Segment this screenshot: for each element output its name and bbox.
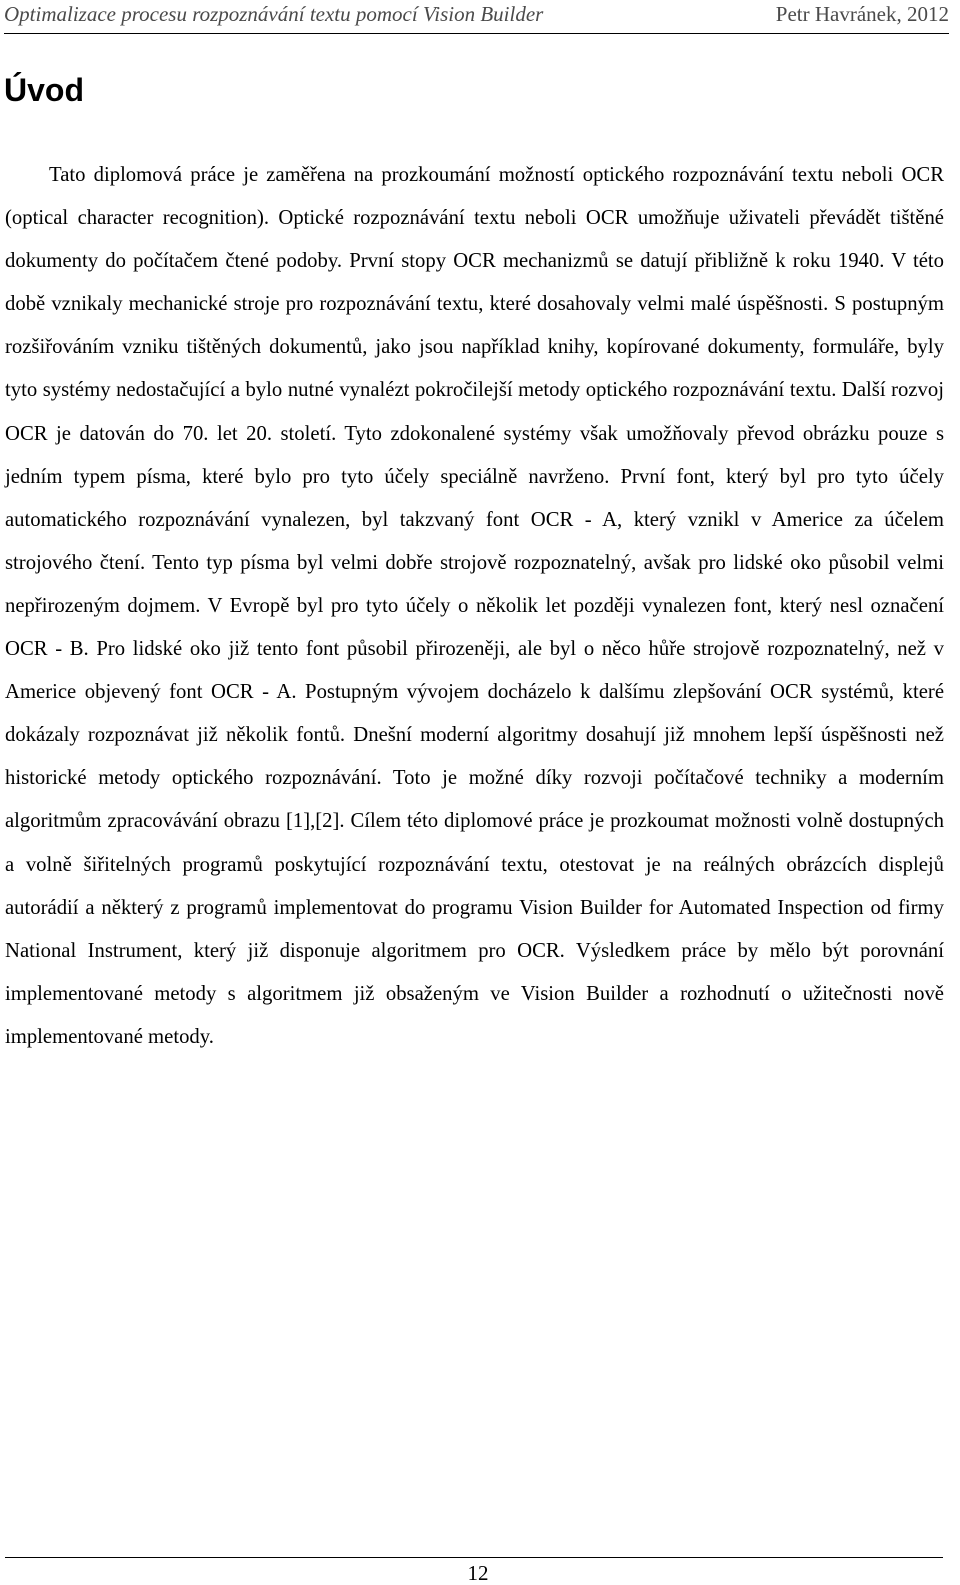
page-header [4, 0, 949, 34]
running-author: Petr Havránek, 2012 [775, 2, 949, 26]
footer-divider [5, 1557, 943, 1558]
body-paragraph: Tato diplomová práce je zaměřena na prozkoumání možností optického rozpoznávání textu neboli OCR (optical character recognition). Optické rozpoznávání textu neboli OCR umožňuje uživateli převádět tištěné dokumenty do počítačem čtené podoby. První stopy OCR mechanizmů se datují přibližně k roku 1940. V této době vznikaly mechanické stroje pro rozpoznávání textu, které dosahovaly velmi malé úspěšnosti. S postupným rozšiřováním vzniku tištěných dokumentů, jako jsou například knihy, kopírované dokumenty, formuláře, byly tyto systémy nedostačující a bylo nutné vynalézt pokročilejší metody optického rozpoznávání textu. Další rozvoj OCR je datován do 70. let 20. století. Tyto zdokonalené systémy však umožňovaly převod obrázku pouze s jedním typem písma, které bylo pro tyto účely speciálně navrženo. První font, který byl pro tyto účely automatického rozpoznávání vynalezen, byl takzvaný font OCR - A, který vznikl v Americe za účelem strojového čtení. Tento typ písma byl velmi dobře strojově rozpoznatelný, avšak pro lidské oko působil velmi nepřirozeným dojmem. V Evropě byl pro tyto účely o několik let později vynalezen font, který nesl označení OCR - B. Pro lidské oko již tento font působil přirozeněji, ale byl o něco hůře strojově rozpoznatelný, než v Americe objevený font OCR - A. Postupným vývojem docházelo k dalšímu zlepšování OCR systémů, které dokázaly rozpoznávat již několik fontů. Dnešní moderní algoritmy dosahují již mnohem lepší úspěšnosti než historické metody optického rozpoznávání. Toto je možné díky rozvoji počítačové techniky a moderním algoritmům zpracovávání obrazu [1],[2]. Cílem této diplomové práce je prozkoumat možnosti volně dostupných a volně šiřitelných programů poskytující rozpoznávání textu, otestovat je na reálných obrázcích displejů autorádií a některý z programů implementovat do programu Vision Builder for Automated Inspection od firmy National Instrument, který již disponuje algoritmem pro OCR. Výsledkem práce by mělo být porovnání implementované metody s algoritmem již obsaženým ve Vision Builder a rozhodnutí o užitečnosti nově implementované metody. [5, 164, 944, 1048]
chapter-heading: Úvod [4, 72, 84, 108]
running-title: Optimalizace procesu rozpoznávání textu pomocí Vision Builder [4, 2, 544, 26]
page-number: 12 [467, 1561, 489, 1585]
